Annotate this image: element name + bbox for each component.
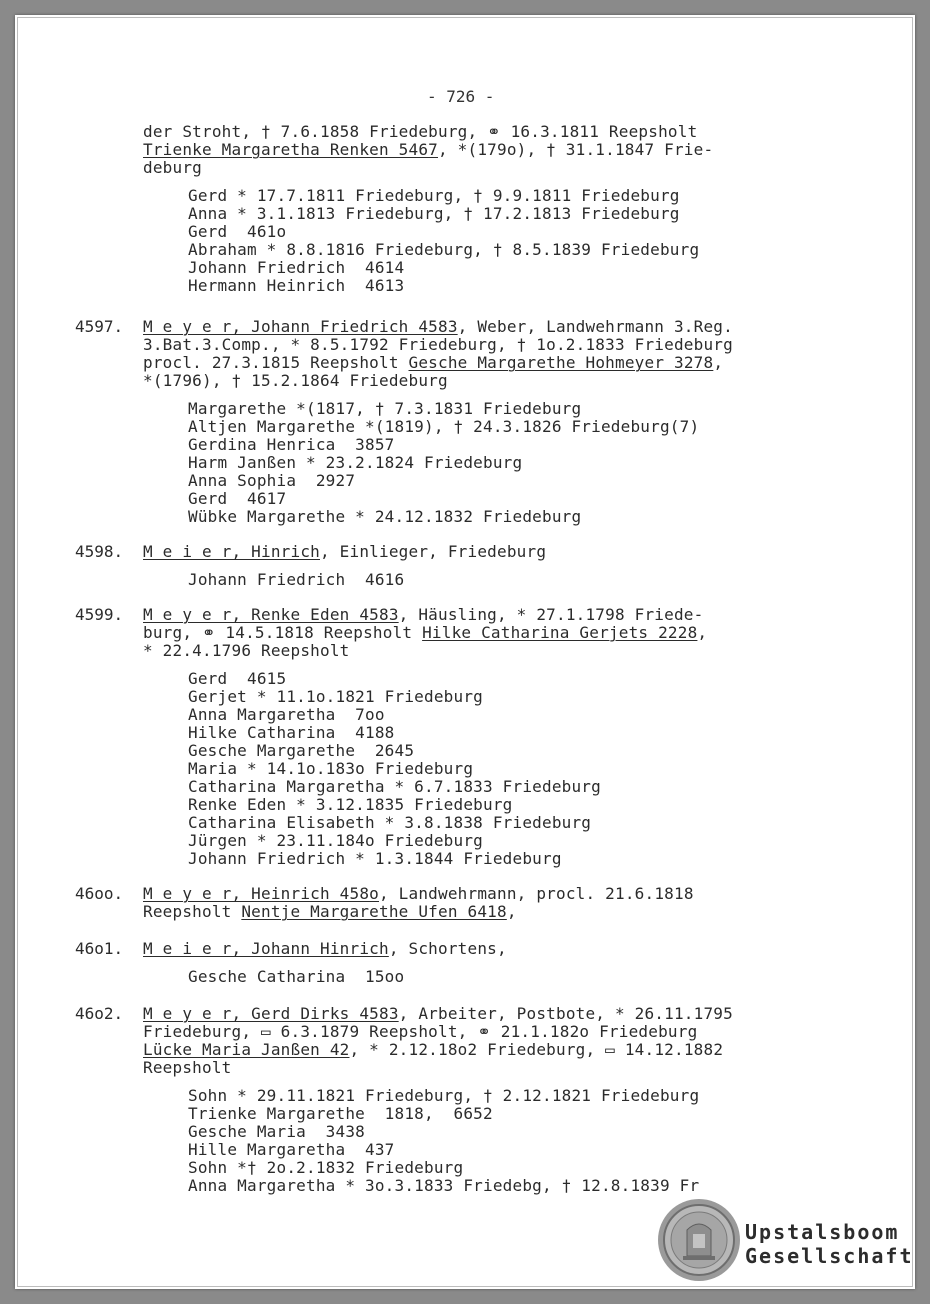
person-details: , Häusling, * 27.1.1798 Friede- xyxy=(398,605,704,624)
child-line: Sohn *† 2o.2.1832 Friedeburg xyxy=(188,1158,464,1177)
entry-number: 4599. xyxy=(75,605,124,624)
spouse-name: Gesche Margarethe Hohmeyer 3278 xyxy=(408,353,714,372)
document-page xyxy=(15,15,915,1289)
child-line: Catharina Margaretha * 6.7.1833 Friedeburg xyxy=(188,777,601,796)
entry-heading xyxy=(143,940,507,958)
person-details: , Landwehrmann, procl. 21.6.1818 xyxy=(379,884,694,903)
person-details: , Einlieger, Friedeburg xyxy=(320,542,547,561)
child-line: Gerd 461o xyxy=(188,222,287,241)
child-line: Gerjet * 11.1o.1821 Friedeburg xyxy=(188,687,483,706)
spouse-name: Nentje Margarethe Ufen 6418 xyxy=(241,902,507,921)
entry-number: 4597. xyxy=(75,317,124,336)
person-details: , Weber, Landwehrmann 3.Reg. xyxy=(457,317,733,336)
entry-number: 46o1. xyxy=(75,939,124,958)
child-line: Altjen Margarethe *(1819), † 24.3.1826 Friedeburg(7) xyxy=(188,417,700,436)
text-line xyxy=(143,1041,723,1059)
person-name: M e y e r, Renke Eden 4583 xyxy=(143,605,399,624)
child-line: Maria * 14.1o.183o Friedeburg xyxy=(188,759,474,778)
text-line: * 22.4.1796 Reepsholt xyxy=(143,641,350,660)
child-line: Wübke Margarethe * 24.12.1832 Friedeburg xyxy=(188,507,582,526)
spouse-name: Lücke Maria Janßen 42 xyxy=(143,1040,350,1059)
person-name: M e y e r, Heinrich 458o xyxy=(143,884,379,903)
society-name-line2: Gesellschaft xyxy=(745,1244,914,1268)
child-line: Hermann Heinrich 4613 xyxy=(188,276,405,295)
text-line: der Stroht, † 7.6.1858 Friedeburg, ⚭ 16.3.1811 Reepsholt xyxy=(143,122,698,141)
spouse-details: , *(179o), † 31.1.1847 Frie- xyxy=(437,140,714,159)
entry-heading xyxy=(143,1005,733,1023)
entry-number: 46o2. xyxy=(75,1004,124,1023)
child-line: Gerd * 17.7.1811 Friedeburg, † 9.9.1811 Friedeburg xyxy=(188,186,680,205)
child-line: Anna Margaretha * 3o.3.1833 Friedebg, † 12.8.1839 Fr xyxy=(188,1176,700,1195)
child-line: Hilke Catharina 4188 xyxy=(188,723,395,742)
text-line: Reepsholt xyxy=(143,1058,232,1077)
spouse-name: Trienke Margaretha Renken 5467 xyxy=(143,140,438,159)
entry-heading xyxy=(143,606,703,624)
entry-number: 4598. xyxy=(75,542,124,561)
child-line: Sohn * 29.11.1821 Friedeburg, † 2.12.1821 Friedeburg xyxy=(188,1086,700,1105)
child-line: Harm Janßen * 23.2.1824 Friedeburg xyxy=(188,453,523,472)
person-name: M e y e r, Gerd Dirks 4583 xyxy=(143,1004,399,1023)
society-seal-icon xyxy=(657,1198,741,1282)
child-line: Renke Eden * 3.12.1835 Friedeburg xyxy=(188,795,513,814)
child-line: Jürgen * 23.11.184o Friedeburg xyxy=(188,831,483,850)
marriage-details: burg, ⚭ 14.5.1818 Reepsholt xyxy=(143,623,423,642)
spouse-name: Hilke Catharina Gerjets 2228 xyxy=(422,623,698,642)
marriage-details: Reepsholt xyxy=(143,902,242,921)
child-line: Abraham * 8.8.1816 Friedeburg, † 8.5.1839 Friedeburg xyxy=(188,240,700,259)
text-line xyxy=(143,624,707,642)
entry-heading xyxy=(143,885,694,903)
entry-heading xyxy=(143,543,546,561)
child-line: Gerd 4617 xyxy=(188,489,287,508)
child-line: Gerd 4615 xyxy=(188,669,287,688)
child-line: Johann Friedrich * 1.3.1844 Friedeburg xyxy=(188,849,562,868)
text-line xyxy=(143,141,713,159)
punctuation: , xyxy=(506,902,517,921)
society-name-line1: Upstalsboom xyxy=(745,1220,900,1244)
punctuation: , xyxy=(713,353,724,372)
child-line: Gesche Catharina 15oo xyxy=(188,967,405,986)
page-number: - 726 - xyxy=(427,87,495,106)
person-details: , Arbeiter, Postbote, * 26.11.1795 xyxy=(398,1004,733,1023)
text-line: *(1796), † 15.2.1864 Friedeburg xyxy=(143,371,448,390)
text-line: Friedeburg, ▭ 6.3.1879 Reepsholt, ⚭ 21.1.182o Friedeburg xyxy=(143,1022,698,1041)
person-details: , Schortens, xyxy=(388,939,507,958)
text-line: 3.Bat.3.Comp., * 8.5.1792 Friedeburg, † 1o.2.1833 Friedeburg xyxy=(143,335,733,354)
child-line: Gerdina Henrica 3857 xyxy=(188,435,395,454)
person-name: M e i e r, Hinrich xyxy=(143,542,320,561)
child-line: Anna Sophia 2927 xyxy=(188,471,356,490)
child-line: Anna * 3.1.1813 Friedeburg, † 17.2.1813 Friedeburg xyxy=(188,204,680,223)
marriage-details: procl. 27.3.1815 Reepsholt xyxy=(143,353,409,372)
punctuation: , xyxy=(697,623,708,642)
child-line: Anna Margaretha 7oo xyxy=(188,705,385,724)
child-line: Catharina Elisabeth * 3.8.1838 Friedeburg xyxy=(188,813,592,832)
entry-number: 46oo. xyxy=(75,884,124,903)
child-line: Johann Friedrich 4614 xyxy=(188,258,405,277)
text-line: deburg xyxy=(143,158,202,177)
person-name: M e y e r, Johann Friedrich 4583 xyxy=(143,317,458,336)
child-line: Margarethe *(1817, † 7.3.1831 Friedeburg xyxy=(188,399,582,418)
society-name xyxy=(745,1220,914,1268)
child-line: Hille Margaretha 437 xyxy=(188,1140,395,1159)
child-line: Johann Friedrich 4616 xyxy=(188,570,405,589)
child-line: Gesche Maria 3438 xyxy=(188,1122,365,1141)
text-line xyxy=(143,354,723,372)
text-line xyxy=(143,903,517,921)
entry-heading xyxy=(143,318,733,336)
person-name: M e i e r, Johann Hinrich xyxy=(143,939,389,958)
child-line: Gesche Margarethe 2645 xyxy=(188,741,415,760)
child-line: Trienke Margarethe 1818, 6652 xyxy=(188,1104,493,1123)
spouse-details: , * 2.12.18o2 Friedeburg, ▭ 14.12.1882 xyxy=(349,1040,724,1059)
